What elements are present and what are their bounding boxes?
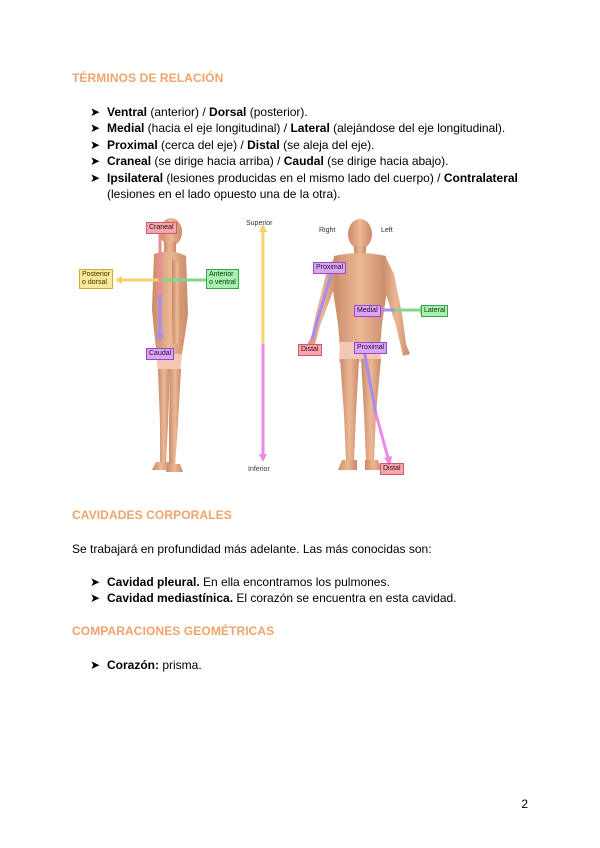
list-item: ➤ Proximal (cerca del eje) / Distal (se aleja del eje). bbox=[90, 137, 375, 152]
list-item: ➤ Craneal (se dirige hacia arriba) / Caudal (se dirige hacia abajo). bbox=[90, 154, 449, 169]
anatomy-illustration bbox=[76, 214, 456, 479]
geometry-list bbox=[90, 657, 202, 673]
arrow-bullet-icon: ➤ bbox=[90, 105, 101, 119]
arrow-bullet-icon: ➤ bbox=[90, 154, 101, 169]
list-item: ➤ Corazón: prisma. bbox=[90, 658, 202, 672]
list-item: ➤ Ipsilateral (lesiones producidas en el mismo lado del cuerpo) / Contralateral (lesiones en el lado opuesto una de la otra). bbox=[90, 170, 518, 202]
list-item: ➤ Cavidad pleural. En ella encontramos los pulmones. bbox=[90, 575, 390, 589]
list-item: ➤ Medial (hacia el eje longitudinal) / Lateral (alejándose del eje longitudinal). bbox=[90, 121, 506, 136]
label-proximal-leg: Proximal bbox=[354, 342, 387, 354]
label-superior: Superior bbox=[246, 220, 273, 227]
label-anterior: Anterior o ventral bbox=[206, 269, 239, 289]
label-posterior: Posterior o dorsal bbox=[79, 269, 113, 289]
label-medial: Medial bbox=[354, 305, 381, 317]
label-distal-arm: Distal bbox=[298, 344, 322, 356]
section-title-terminos: TÉRMINOS DE RELACIÓN bbox=[72, 71, 224, 85]
anatomy-figure bbox=[76, 214, 456, 479]
section-title-comparaciones: COMPARACIONES GEOMÉTRICAS bbox=[72, 624, 275, 638]
arrow-bullet-icon: ➤ bbox=[90, 121, 101, 136]
label-craneal: Craneal bbox=[146, 222, 177, 234]
side-view-person bbox=[152, 218, 188, 472]
section-title-cavidades: CAVIDADES CORPORALES bbox=[72, 508, 232, 522]
label-distal-leg: Distal bbox=[380, 463, 404, 475]
arrow-bullet-icon: ➤ bbox=[90, 658, 101, 672]
cavities-list bbox=[90, 574, 457, 607]
label-left: Left bbox=[381, 227, 393, 234]
list-item: ➤ Ventral (anterior) / Dorsal (posterior). bbox=[90, 105, 308, 119]
label-inferior: Inferior bbox=[248, 466, 270, 473]
list-item: ➤ Cavidad mediastínica. El corazón se encuentra en esta cavidad. bbox=[90, 591, 457, 606]
label-right: Right bbox=[319, 227, 336, 234]
arrow-bullet-icon: ➤ bbox=[90, 137, 101, 152]
label-proximal-arm: Proximal bbox=[313, 262, 346, 274]
arrow-bullet-icon: ➤ bbox=[90, 170, 101, 185]
label-caudal: Caudal bbox=[146, 348, 174, 360]
arrow-bullet-icon: ➤ bbox=[90, 575, 101, 589]
arrow-bullet-icon: ➤ bbox=[90, 591, 101, 606]
terms-list bbox=[90, 104, 547, 202]
label-lateral: Lateral bbox=[421, 305, 448, 317]
page-number: 2 bbox=[521, 797, 528, 811]
paragraph-intro: Se trabajará en profundidad más adelante. Las más conocidas son: bbox=[72, 542, 432, 556]
